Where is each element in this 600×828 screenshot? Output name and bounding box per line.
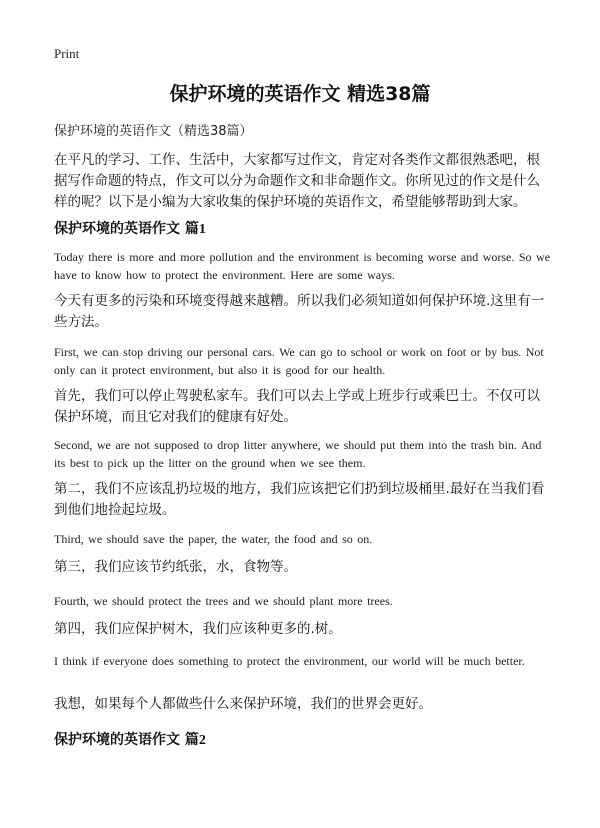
paragraph-2-en: First, we can stop driving our personal cars. We can go to school or work on foot or by bus. Not only can it protect environment, but also it is good for our health.: [54, 345, 544, 377]
paragraph-3-en: Second, we are not supposed to drop litter anywhere, we should put them into the trash bin. And its best to pick up the litter on the ground when we see them.: [54, 438, 542, 470]
paragraph-1-en: Today there is more and more pollution and the environment is becoming worse and worse. So we have to know how to protect the environment. Here are some ways.: [54, 250, 551, 282]
document-title: 保护环境的英语作文 精选38篇: [169, 83, 431, 105]
paragraph-1-zh: 今天有更多的污染和环境变得越来越糟。所以我们必须知道如何保护环境.这里有一些方法。: [54, 293, 545, 330]
section-heading-2: [54, 729, 206, 749]
paragraph-6-en: I think if everyone does something to protect the environment, our world will be much better.: [54, 654, 525, 668]
paragraph-4-en: Third, we should save the paper, the water, the food and so on.: [54, 532, 373, 546]
paragraph-5-en: Fourth, we should protect the trees and we should plant more trees.: [54, 594, 393, 608]
paragraph-2-zh: 首先，我们可以停止驾驶私家车。我们可以去上学或上班步行或乘巴士。不仅可以保护环境，而且它对我们的健康有好处。: [54, 388, 540, 425]
print-label: Print: [54, 46, 80, 61]
paragraph-5-zh: 第四，我们应保护树木，我们应该种更多的.树。: [54, 621, 342, 637]
paragraph-6-zh: 我想，如果每个人都做些什么来保护环境，我们的世界会更好。: [54, 696, 432, 712]
section-heading-1-number: 1: [198, 222, 206, 237]
intro-paragraph: 在平凡的学习、工作、生活中，大家都写过作文，肯定对各类作文都很熟悉吧，根据写作命题的特点，作文可以分为命题作文和非命题作文。你所见过的作文是什么样的呢？以下是小编为大家收集的保护环境的英语作文，希望能够帮助到大家。: [54, 152, 540, 210]
paragraph-3-zh: 第二，我们不应该乱扔垃圾的地方，我们应该把它们扔到垃圾桶里.最好在当我们看到他们地捡起垃圾。: [54, 481, 545, 518]
section-heading-2-text: 保护环境的英语作文 篇: [54, 732, 199, 748]
document-subtitle: 保护环境的英语作文（精选38篇）: [54, 124, 253, 139]
paragraph-4-zh: 第三，我们应该节约纸张，水，食物等。: [54, 559, 297, 575]
section-heading-1-text: 保护环境的英语作文 篇: [54, 221, 199, 237]
section-heading-1: [54, 218, 206, 238]
section-heading-2-number: 2: [198, 733, 206, 748]
